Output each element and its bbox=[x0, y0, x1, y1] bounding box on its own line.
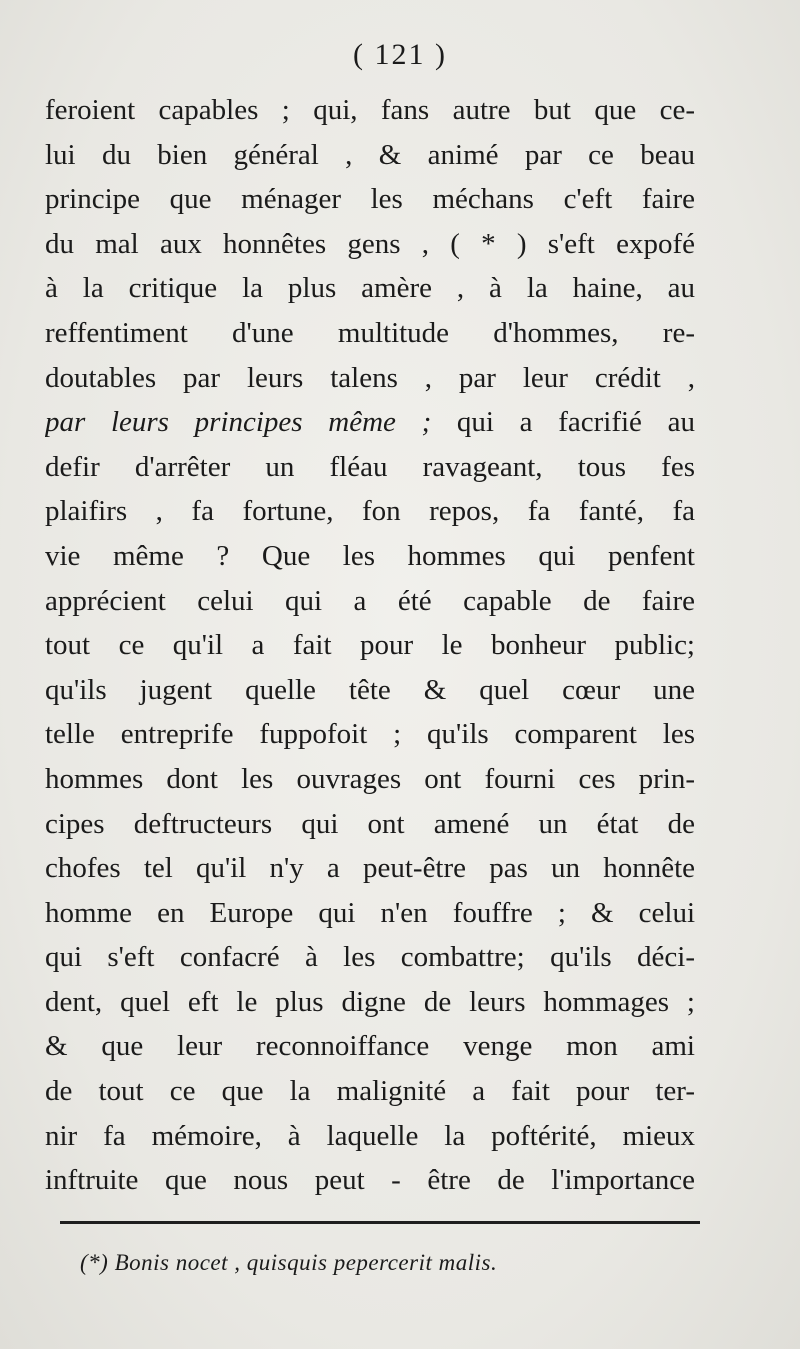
text-line: & que leur reconnoiffance venge mon ami bbox=[45, 1030, 695, 1063]
text-line: de tout ce que la malignité a fait pour ter- bbox=[45, 1075, 695, 1108]
text-line: principe que ménager les méchans c'eft faire bbox=[45, 183, 695, 216]
body-text bbox=[45, 88, 695, 1203]
text-line: inftruite que nous peut - être de l'importance bbox=[45, 1164, 695, 1197]
text-line: par leurs principes même ; qui a facrifié au bbox=[45, 406, 695, 439]
text-line: doutables par leurs talens , par leur crédit , bbox=[45, 361, 695, 394]
text-line: reffentiment d'une multitude d'hommes, re- bbox=[45, 316, 695, 349]
text-line: homme en Europe qui n'en fouffre ; & celui bbox=[45, 896, 695, 929]
text-line: du mal aux honnêtes gens , ( * ) s'eft expofé bbox=[45, 227, 695, 260]
text-line: cipes deftructeurs qui ont amené un état de bbox=[45, 807, 695, 840]
text-line: tout ce qu'il a fait pour le bonheur public; bbox=[45, 629, 695, 662]
text-line: hommes dont les ouvrages ont fourni ces prin- bbox=[45, 762, 695, 795]
footnote-divider bbox=[60, 1221, 700, 1224]
text-line: qui s'eft confacré à les combattre; qu'ils déci- bbox=[45, 941, 695, 974]
text-line: vie même ? Que les hommes qui penfent bbox=[45, 539, 695, 572]
text-line: plaifirs , fa fortune, fon repos, fa fanté, fa bbox=[45, 495, 695, 528]
page-number: ( 121 ) bbox=[353, 38, 447, 71]
text-line: feroient capables ; qui, fans autre but que ce- bbox=[45, 94, 695, 126]
text-line: lui du bien général , & animé par ce beau bbox=[45, 138, 695, 171]
footnote: (*) Bonis nocet , quisquis pepercerit malis. bbox=[80, 1250, 498, 1275]
text-line: telle entreprife fuppofoit ; qu'ils comparent les bbox=[45, 718, 695, 751]
text-line: chofes tel qu'il n'y a peut-être pas un honnête bbox=[45, 852, 695, 885]
text-line: qu'ils jugent quelle tête & quel cœur une bbox=[45, 673, 695, 706]
text-line: apprécient celui qui a été capable de faire bbox=[45, 584, 695, 617]
text-line: nir fa mémoire, à laquelle la poftérité, mieux bbox=[45, 1119, 695, 1152]
emphasis-text: par leurs principes même ; bbox=[45, 406, 432, 439]
text-line: defir d'arrêter un fléau ravageant, tous fes bbox=[45, 450, 695, 483]
text-line: dent, quel eft le plus digne de leurs hommages ; bbox=[45, 985, 695, 1018]
text-line: à la critique la plus amère , à la haine, au bbox=[45, 272, 695, 305]
